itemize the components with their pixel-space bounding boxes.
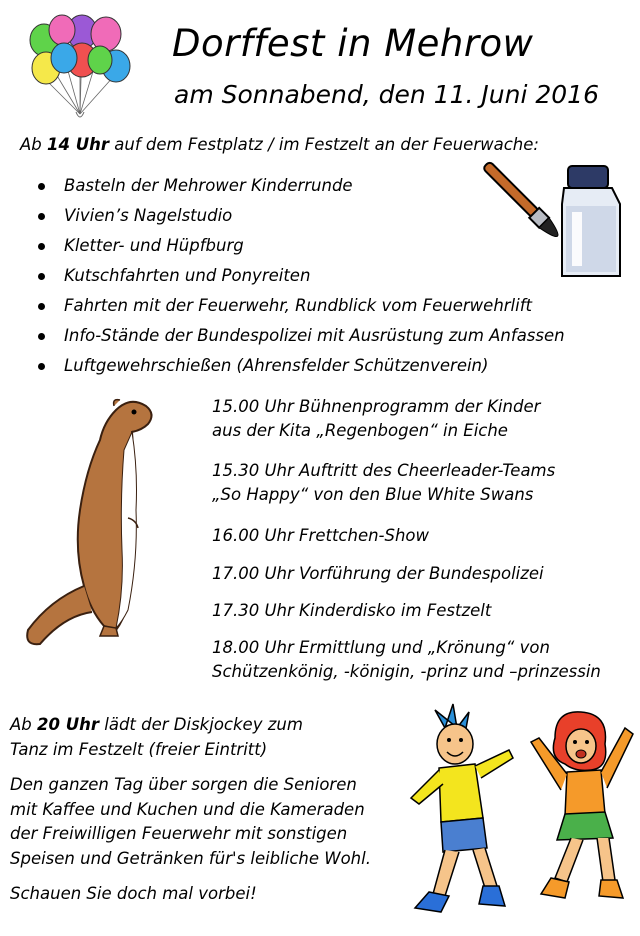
intro-suffix: auf dem Festplatz / im Festzelt an der Feuerwache: <box>109 135 539 154</box>
senior-line: mit Kaffee und Kuchen und die Kameraden <box>10 799 365 819</box>
program-item <box>212 562 544 586</box>
ferret-illustration <box>20 390 200 690</box>
evening-suffix: lädt der Diskjockey zum <box>99 715 303 734</box>
program-line: Schützenkönig, -königin, -prinz und –prinzessin <box>212 662 601 681</box>
program-line: 15.30 Uhr Auftritt des Cheerleader-Teams <box>212 461 556 480</box>
program-line: 17.00 Uhr Vorführung der Bundespolizei <box>212 564 544 583</box>
list-item: Info-Stände der Bundespolizei mit Ausrüstung zum Anfassen <box>38 325 565 355</box>
program-line: 18.00 Uhr Ermittlung und „Krönung“ von <box>212 638 550 657</box>
list-item: Luftgewehrschießen (Ahrensfelder Schützenverein) <box>38 355 565 385</box>
program-item <box>212 636 601 684</box>
intro-line <box>20 135 539 154</box>
activity-list <box>38 175 565 385</box>
program-line: 15.00 Uhr Bühnenprogramm der Kinder <box>212 397 541 416</box>
program-item <box>212 524 429 548</box>
evening-time: 20 Uhr <box>37 715 100 734</box>
list-item: Kletter- und Hüpfburg <box>38 235 565 265</box>
program-item <box>212 599 491 623</box>
program-line: 16.00 Uhr Frettchen-Show <box>212 526 430 545</box>
balloons-illustration <box>22 14 140 122</box>
intro-prefix: Ab <box>20 135 48 154</box>
event-date: am Sonnabend, den 11. Juni 2016 <box>174 80 599 109</box>
evening-prefix: Ab <box>10 715 38 734</box>
dancing-kids-illustration <box>405 698 637 930</box>
program-item <box>212 459 555 507</box>
program-line: aus der Kita „Regenbogen“ in Eiche <box>212 421 508 440</box>
program-item <box>212 395 540 443</box>
senior-line: Den ganzen Tag über sorgen die Senioren <box>10 775 357 794</box>
list-item: Fahrten mit der Feuerwehr, Rundblick vom Feuerwehrlift <box>38 295 565 325</box>
list-item: Vivien’s Nagelstudio <box>38 205 565 235</box>
evening-info <box>10 713 410 918</box>
closing-text: Schauen Sie doch mal vorbei! <box>10 884 257 903</box>
intro-time: 14 Uhr <box>47 135 110 154</box>
senior-line: der Freiwilligen Feuerwehr mit sonstigen <box>10 824 348 843</box>
evening-line2: Tanz im Festzelt (freier Eintritt) <box>10 739 268 759</box>
list-item: Kutschfahrten und Ponyreiten <box>38 265 565 295</box>
list-item: Basteln der Mehrower Kinderrunde <box>38 175 565 205</box>
evening-dance <box>10 713 410 762</box>
senior-text <box>10 773 410 871</box>
program-line: „So Happy“ von den Blue White Swans <box>212 485 534 504</box>
page-title: Dorffest in Mehrow <box>172 22 534 65</box>
senior-line: Speisen und Getränken für's leibliche Wohl. <box>10 848 371 868</box>
program-line: 17.30 Uhr Kinderdisko im Festzelt <box>212 601 492 620</box>
